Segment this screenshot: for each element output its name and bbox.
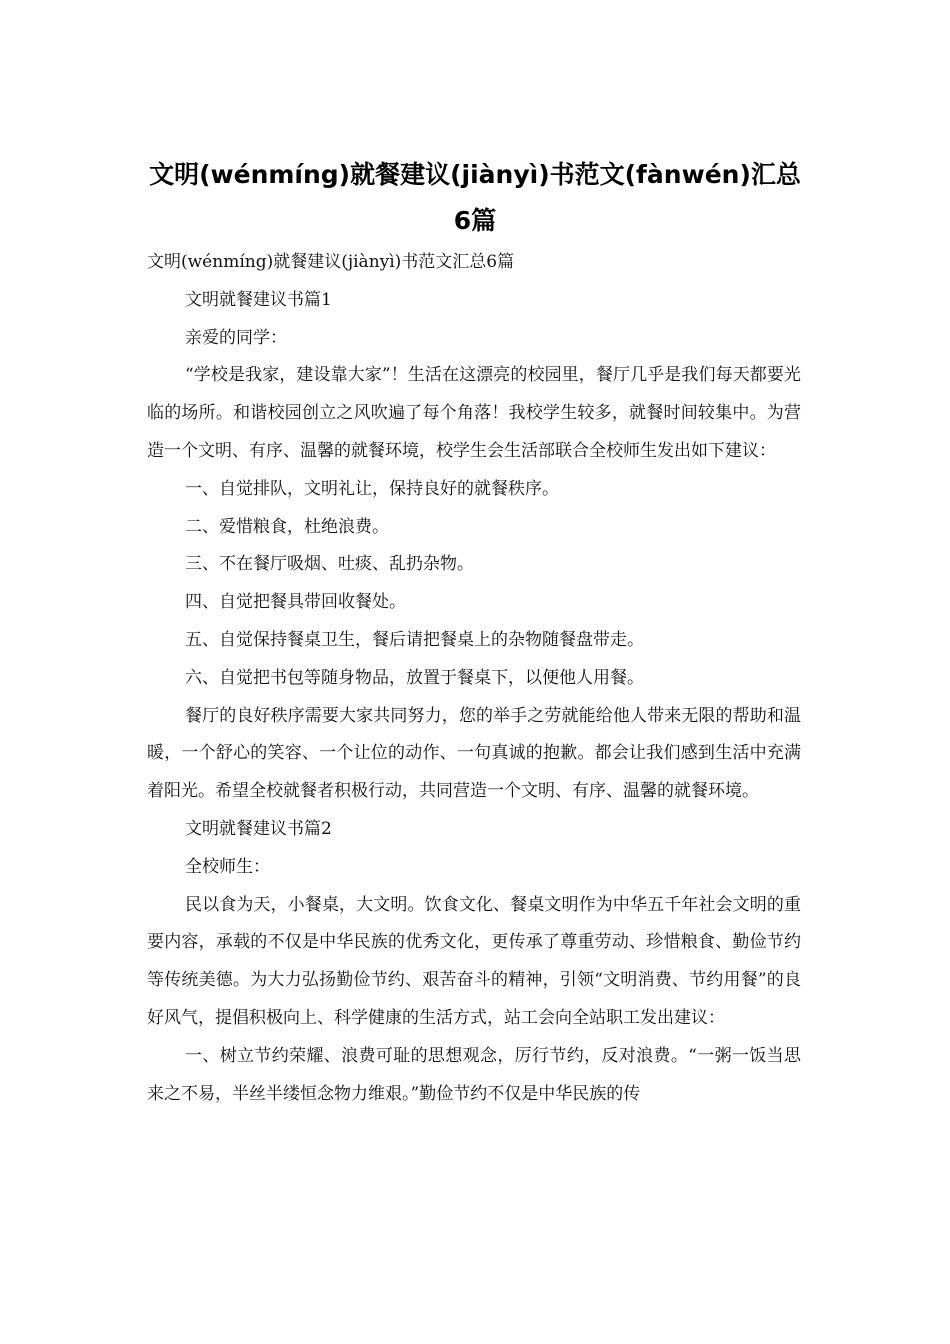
salutation-1: 亲爱的同学： bbox=[185, 327, 287, 348]
list-item-1: 一、自觉排队，文明礼让，保持良好的就餐秩序。 bbox=[185, 478, 559, 499]
paragraph-intro-2: 民以食为天，小餐桌，大文明。饮食文化、餐桌文明作为中华五千年社会文明的重要内容，承载的不仅是中华民族的优秀文化，更传承了尊重劳动、珍惜粮食、勤俭节约等传统美德。为大力弘扬勤俭节约、艰苦奋斗的精神，引领“文明消费、节约用餐”的良好风气，提倡积极向上、科学健康的生活方式，站工会向全站职工发出建议： bbox=[147, 894, 801, 1028]
paragraph-intro-1: “学校是我家，建设靠大家”！生活在这漂亮的校园里，餐厅几乎是我们每天都要光临的场所。和谐校园创立之风吹遍了每个角落！我校学生较多，就餐时间较集中。为营造一个文明、有序、温馨的就餐环境，校学生会生活部联合全校师生发出如下建议： bbox=[147, 365, 801, 461]
paragraph-closing-1: 餐厅的良好秩序需要大家共同努力，您的举手之劳就能给他人带来无限的帮助和温暖，一个舒心的笑容、一个让位的动作、一句真诚的抱歉。都会让我们感到生活中充满着阳光。希望全校就餐者积极行动，共同营造一个文明、有序、温馨的就餐环境。 bbox=[147, 705, 801, 802]
document-body bbox=[147, 244, 801, 1113]
section-heading-2: 文明就餐建议书篇2 bbox=[185, 818, 332, 839]
document-title: 文明(wénmíng)就餐建议(jiànyì)书范文(fànwén)汇总6篇 bbox=[149, 160, 801, 235]
document-subtitle: 文明(wénmíng)就餐建议(jiànyì)书范文汇总6篇 bbox=[147, 252, 515, 272]
list-item-3: 三、不在餐厅吸烟、吐痰、乱扔杂物。 bbox=[185, 554, 474, 575]
list-item-5: 五、自觉保持餐桌卫生，餐后请把餐桌上的杂物随餐盘带走。 bbox=[185, 629, 644, 650]
list-item-4: 四、自觉把餐具带回收餐处。 bbox=[185, 592, 406, 613]
list-item-6: 六、自觉把书包等随身物品，放置于餐桌下，以便他人用餐。 bbox=[185, 667, 644, 688]
list-item-2-1: 一、树立节约荣耀、浪费可耻的思想观念，厉行节约，反对浪费。“一粥一饭当思来之不易，半丝半缕恒念物力维艰。”勤俭节约不仅是中华民族的传 bbox=[147, 1045, 801, 1104]
salutation-2: 全校师生： bbox=[185, 856, 270, 877]
list-item-2: 二、爱惜粮食，杜绝浪费。 bbox=[185, 516, 389, 537]
section-heading-1: 文明就餐建议书篇1 bbox=[185, 289, 332, 310]
